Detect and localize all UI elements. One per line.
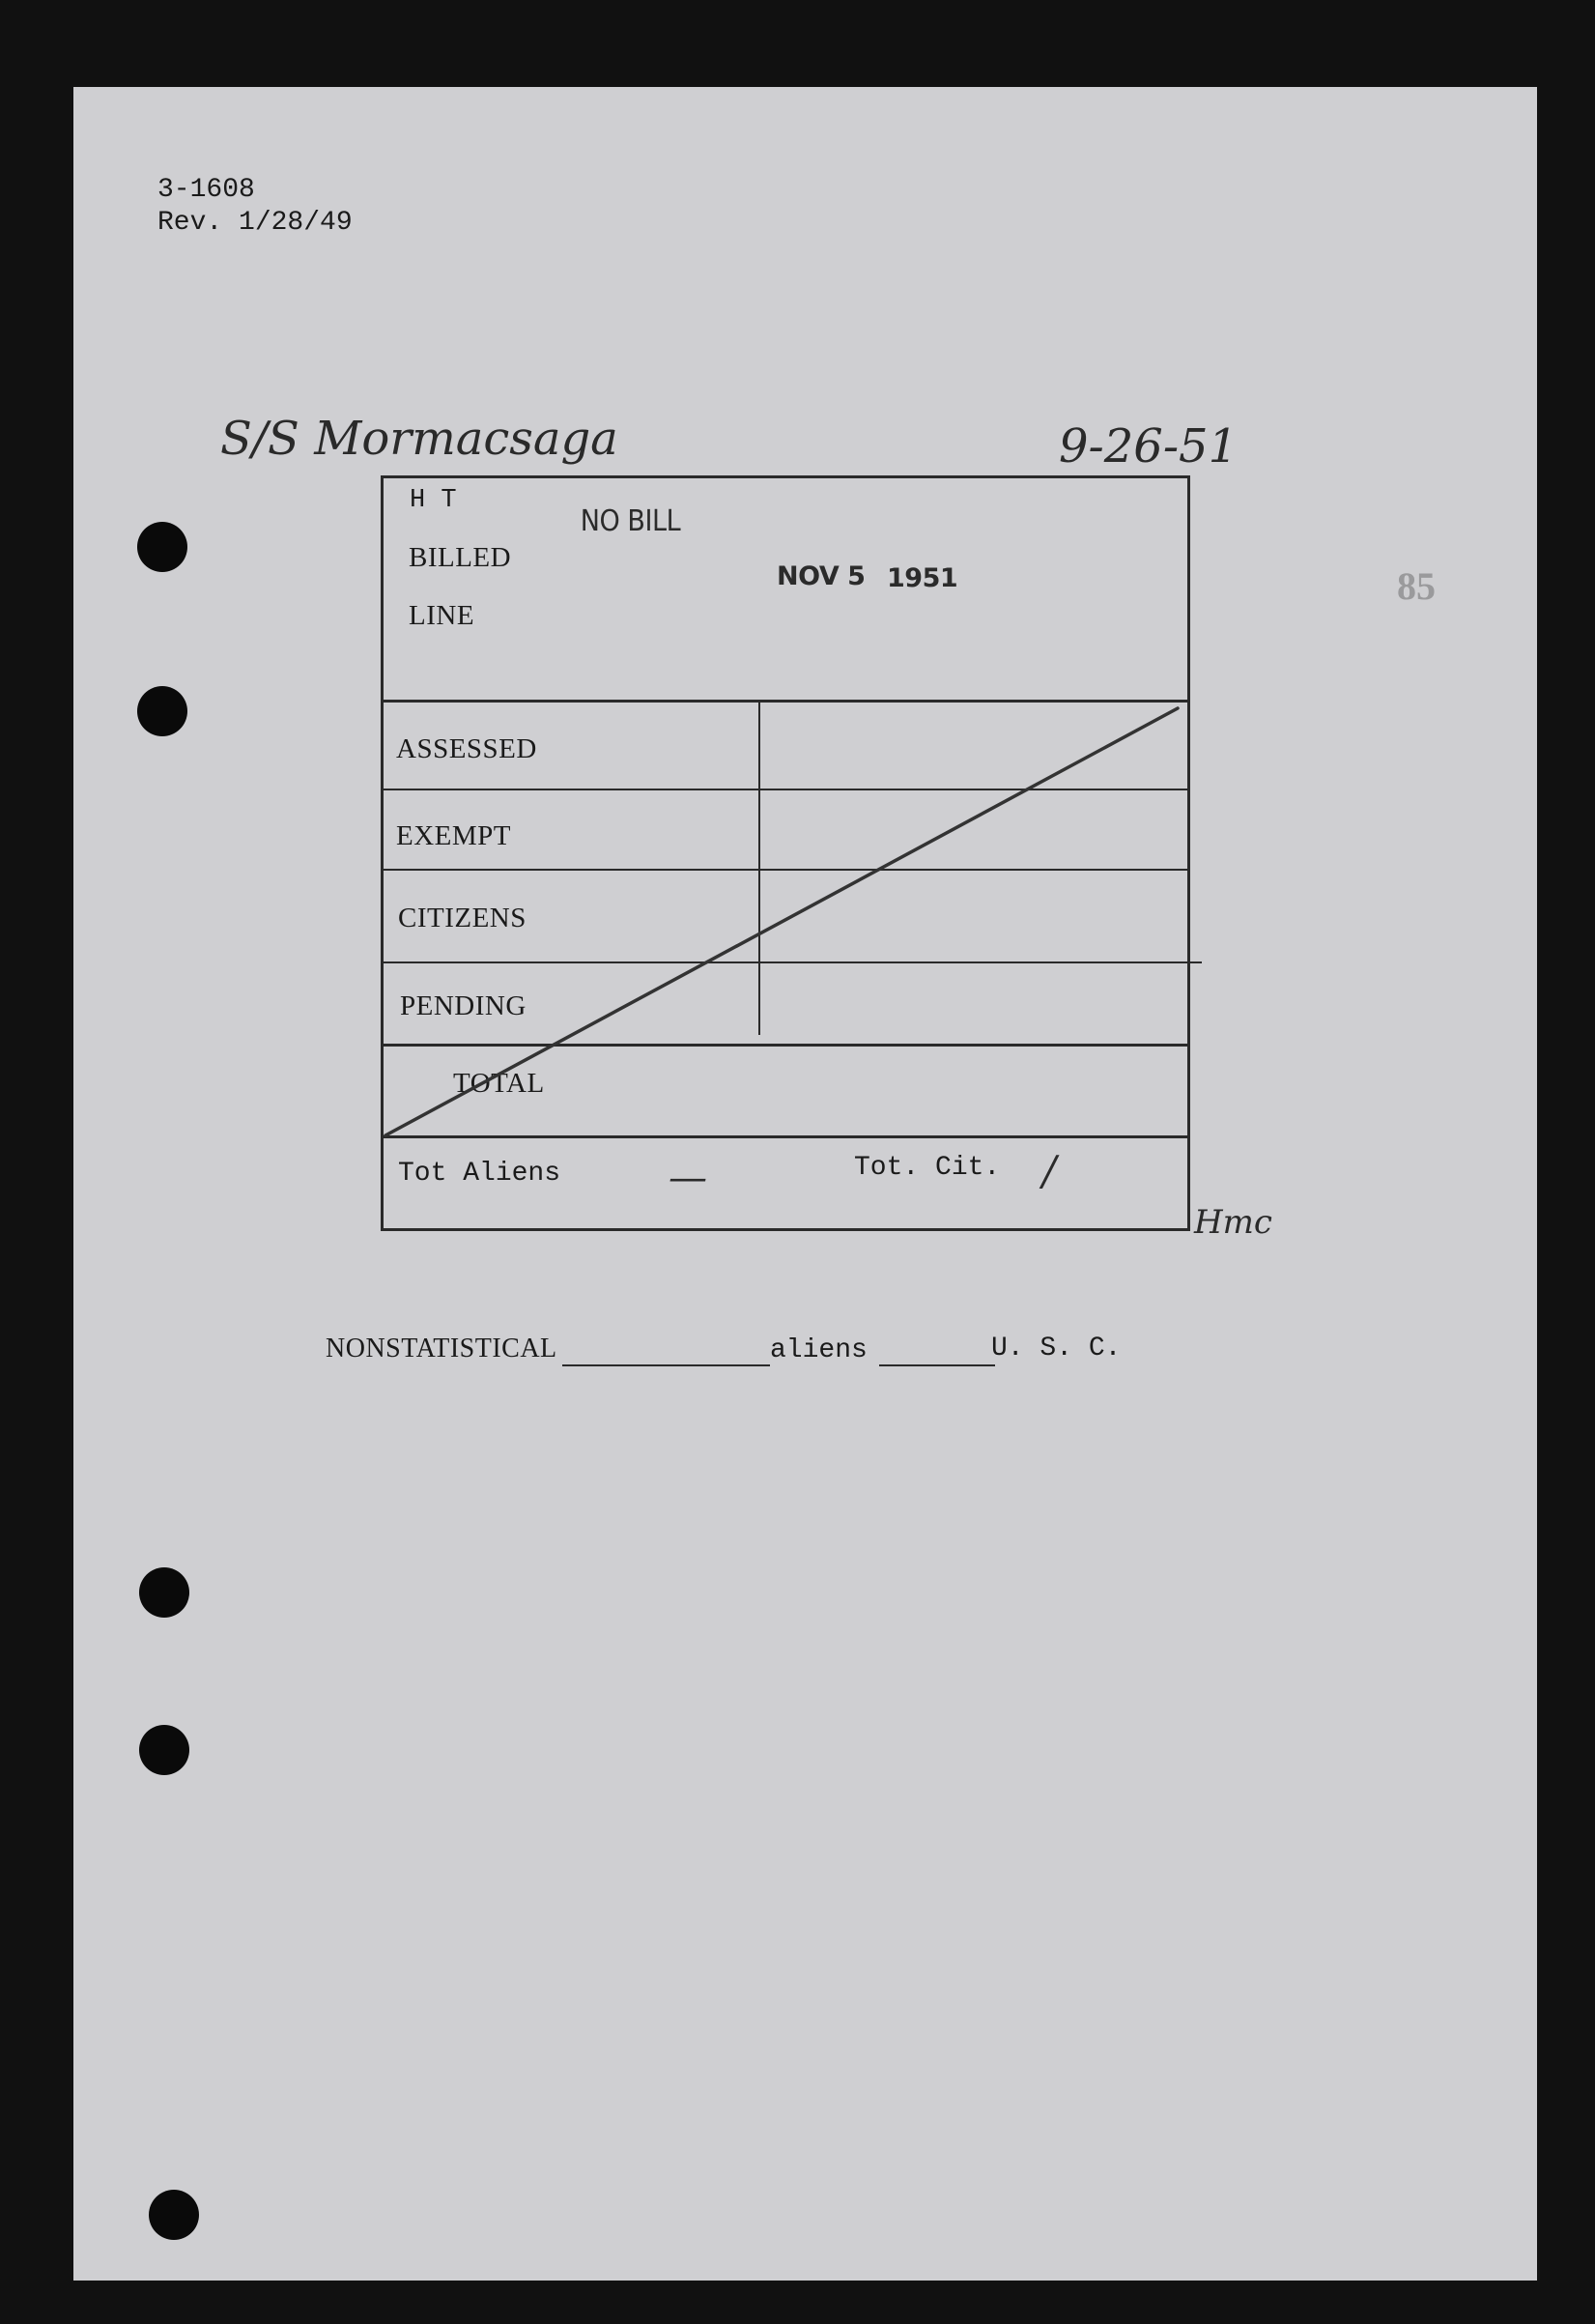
aliens-label: aliens bbox=[770, 1335, 868, 1365]
usc-label: U. S. C. bbox=[991, 1334, 1122, 1363]
document-page bbox=[73, 87, 1537, 2281]
form-number: 3-1608 bbox=[157, 175, 255, 205]
row-citizens: CITIZENS bbox=[398, 903, 527, 933]
ht-label: H T bbox=[410, 486, 457, 515]
row-assessed: ASSESSED bbox=[396, 733, 537, 764]
strike-through-line bbox=[384, 478, 1193, 1234]
tot-aliens-value: — bbox=[669, 1156, 707, 1200]
tot-aliens-label: Tot Aliens bbox=[398, 1159, 561, 1189]
total-label: TOTAL bbox=[453, 1068, 545, 1099]
punch-hole-3 bbox=[139, 1567, 189, 1618]
date-stamp-year: 1951 bbox=[887, 563, 958, 593]
initials: Hmc bbox=[1194, 1203, 1272, 1242]
billed-label: BILLED bbox=[409, 542, 512, 573]
date-stamp-month: NOV 5 bbox=[777, 561, 866, 591]
row-pending: PENDING bbox=[400, 990, 527, 1021]
page-number: 85 bbox=[1397, 564, 1436, 608]
row-exempt: EXEMPT bbox=[396, 820, 511, 851]
tot-cit-value: / bbox=[1042, 1147, 1057, 1194]
nonstatistical-blank bbox=[562, 1364, 770, 1366]
form-revision: Rev. 1/28/49 bbox=[157, 208, 353, 238]
punch-hole-5 bbox=[149, 2190, 199, 2240]
punch-hole-1 bbox=[137, 522, 187, 572]
line-label: LINE bbox=[409, 600, 475, 631]
punch-hole-4 bbox=[139, 1725, 189, 1775]
manifest-date: 9-26-51 bbox=[1059, 419, 1239, 473]
nonstatistical-label: NONSTATISTICAL bbox=[326, 1334, 557, 1363]
vessel-name: S/S Mormacsaga bbox=[220, 412, 618, 466]
main-form-box bbox=[381, 475, 1190, 1231]
tot-cit-label: Tot. Cit. bbox=[854, 1153, 1001, 1183]
no-bill-stamp: NO BILL bbox=[580, 504, 681, 538]
aliens-blank bbox=[879, 1364, 995, 1366]
punch-hole-2 bbox=[137, 686, 187, 736]
